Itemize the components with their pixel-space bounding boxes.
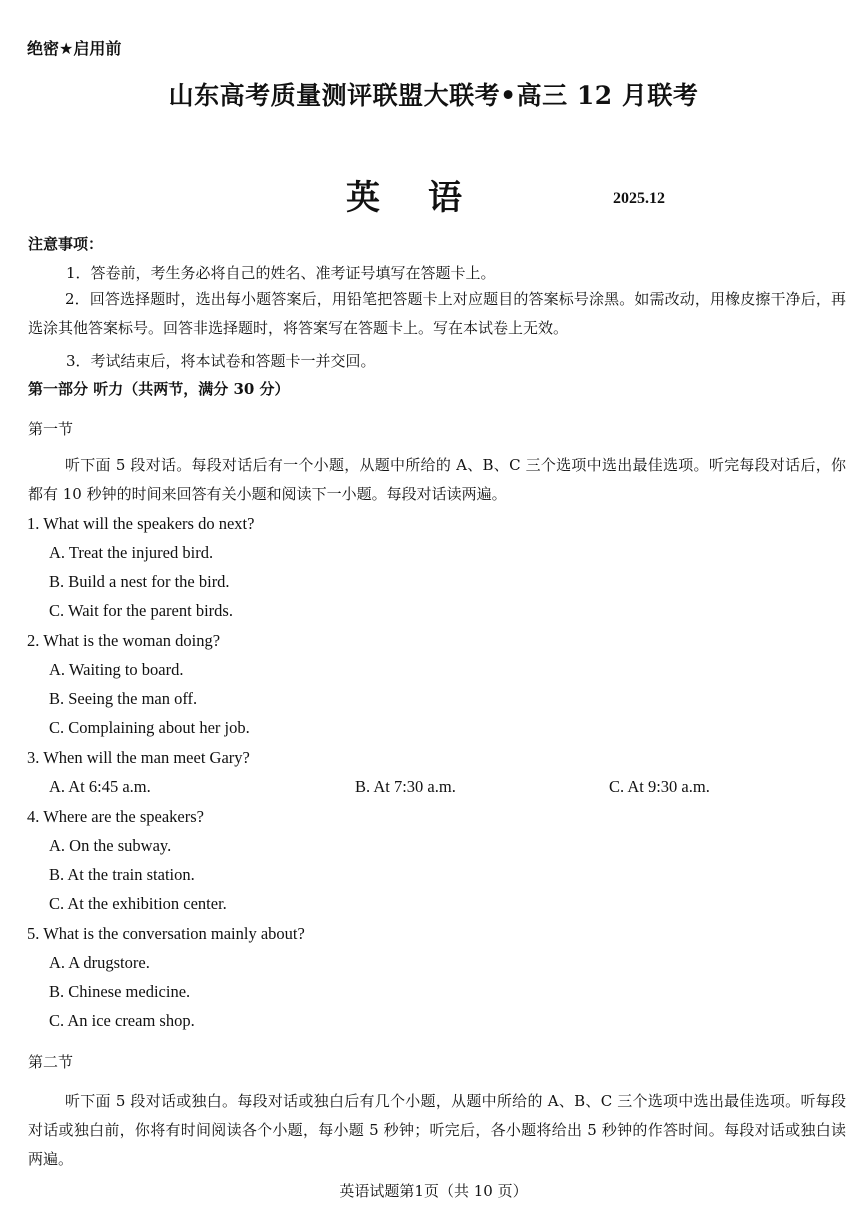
exam-date: 2025.12 bbox=[613, 190, 665, 207]
section2-heading: 第二节 bbox=[28, 1053, 74, 1071]
question-3-option-b: B. At 7:30 a.m. bbox=[355, 777, 456, 796]
question-5-option-a: A. A drugstore. bbox=[49, 953, 150, 972]
question-4-stem: 4. Where are the speakers? bbox=[27, 807, 204, 826]
question-2-option-b: B. Seeing the man off. bbox=[49, 689, 198, 708]
question-2-option-a: A. Waiting to board. bbox=[49, 660, 184, 679]
question-4-option-c: C. At the exhibition center. bbox=[49, 894, 227, 913]
question-2-option-c: C. Complaining about her job. bbox=[49, 718, 250, 737]
section1-instructions: 听下面 5 段对话。每段对话后有一个小题，从题中所给的 A、B、C 三个选项中选出最佳选项。听完每段对话后，你都有 10 秒钟的时间来回答有关小题和阅读下一小题。每段对话读两遍。 bbox=[28, 456, 846, 503]
question-5-option-c: C. An ice cream shop. bbox=[49, 1011, 195, 1030]
question-5-option-b: B. Chinese medicine. bbox=[49, 982, 191, 1001]
confidential-label: 绝密★启用前 bbox=[27, 39, 122, 58]
section2-instructions: 听下面 5 段对话或独白。每段对话或独白后有几个小题，从题中所给的 A、B、C 三个选项中选出最佳选项。听每段对话或独白前，你将有时间阅读各个小题，每小题 5 秒钟；听完后，各小题将给出 5 秒钟的作答时间。每段对话或独白读两遍。 bbox=[28, 1092, 846, 1168]
question-2-stem: 2. What is the woman doing? bbox=[27, 631, 221, 650]
question-1-stem: 1. What will the speakers do next? bbox=[27, 514, 255, 533]
section1-heading: 第一节 bbox=[28, 420, 74, 438]
notes-heading: 注意事项： bbox=[28, 235, 104, 253]
question-1-option-b: B. Build a nest for the bird. bbox=[49, 572, 230, 591]
page-footer: 英语试题第1页（共 10 页） bbox=[339, 1182, 528, 1200]
part1-heading: 第一部分 听力（共两节，满分 30 分） bbox=[28, 380, 290, 398]
question-4-option-b: B. At the train station. bbox=[49, 865, 195, 884]
question-4-option-a: A. On the subway. bbox=[49, 836, 172, 855]
question-1-option-a: A. Treat the injured bird. bbox=[49, 543, 214, 562]
exam-title: 山东高考质量测评联盟大联考•高三 12 月联考 bbox=[168, 81, 699, 110]
question-3-option-c: C. At 9:30 a.m. bbox=[609, 777, 710, 796]
question-1-option-c: C. Wait for the parent birds. bbox=[49, 601, 233, 620]
question-3-stem: 3. When will the man meet Gary? bbox=[27, 748, 250, 767]
note-item-2: 2．回答选择题时，选出每小题答案后，用铅笔把答题卡上对应题目的答案标号涂黑。如需改动，用橡皮擦干净后，再选涂其他答案标号。回答非选择题时，将答案写在答题卡上。写在本试卷上无效。 bbox=[28, 290, 846, 337]
note-item-1: 1．答卷前，考生务必将自己的姓名、准考证号填写在答题卡上。 bbox=[66, 264, 496, 282]
note-item-3: 3．考试结束后，将本试卷和答题卡一并交回。 bbox=[66, 352, 376, 370]
question-5-stem: 5. What is the conversation mainly about? bbox=[27, 924, 305, 943]
subject-title: 英语 bbox=[346, 178, 510, 218]
question-3-option-a: A. At 6:45 a.m. bbox=[49, 777, 151, 796]
